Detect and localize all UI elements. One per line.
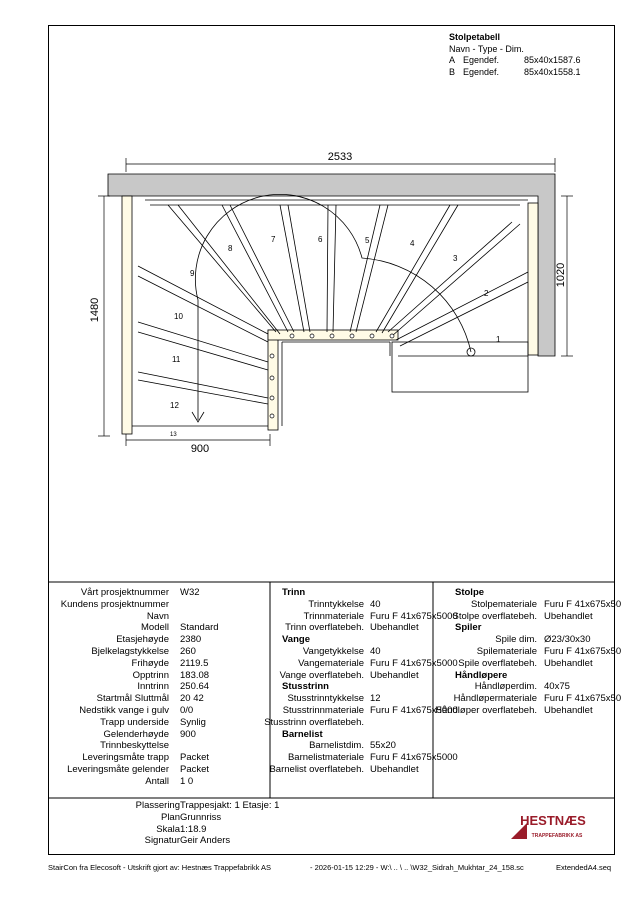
step-number: 5	[365, 236, 370, 245]
walkline	[195, 194, 471, 420]
trinn-vange-info	[264, 587, 458, 776]
field-label: Håndløpermateriale	[453, 693, 537, 705]
field-value: Ubehandlet	[544, 704, 593, 716]
field-value: 1:18.9	[180, 823, 207, 835]
footer-right: ExtendedA4.seq	[556, 863, 612, 872]
step-number: 13	[170, 432, 177, 438]
step-number: 7	[271, 235, 276, 244]
field-value: Furu F 41x675x50	[544, 693, 622, 705]
spindles	[270, 334, 394, 418]
project-row	[48, 740, 270, 752]
field-value: 55x20	[370, 740, 396, 752]
field-label: Stusstrinntykkelse	[287, 693, 364, 705]
dim-left: 1480	[89, 297, 101, 323]
field-value: Furu F 41x675x50	[544, 645, 622, 657]
field-value: 183.08	[180, 669, 210, 681]
field-label: Håndløperdim.	[474, 681, 537, 693]
field-label: Etasjehøyde	[116, 634, 169, 646]
footer-middle: - 2026-01-15 12:29 - W:\ .. \ .. \W32_Sidrah_Mukhtar_24_158.sc	[310, 863, 524, 872]
field-label: Bjelkelagstykkelse	[91, 645, 169, 657]
field-label: Signatur	[144, 835, 180, 847]
dim-top: 2533	[327, 151, 353, 163]
step-number: 2	[484, 289, 489, 298]
title-block	[48, 800, 348, 847]
field-label: Startmål Sluttmål	[96, 693, 169, 705]
field-label: Inntrinn	[137, 681, 169, 693]
field-label: Navn	[146, 610, 169, 622]
logo-name: HESTNÆS	[520, 813, 586, 828]
step-number: 8	[228, 244, 233, 253]
project-row	[48, 622, 270, 634]
field-label: Barnelist overflatebeh.	[269, 763, 364, 775]
field-value: Synlig	[180, 716, 206, 728]
step-number: 1	[496, 335, 501, 344]
stolpetabell-header: Navn - Type - Dim.	[449, 43, 524, 54]
field-label: Gelenderhøyde	[103, 728, 169, 740]
row-dim: 85x40x1558.1	[524, 66, 581, 77]
section-header: Håndløpere	[455, 669, 508, 681]
step-number: 4	[410, 239, 415, 248]
project-row	[48, 705, 270, 717]
project-row	[48, 658, 270, 670]
field-label: Vange overflatebeh.	[279, 669, 364, 681]
project-info	[48, 587, 270, 788]
field-label: Trinntykkelse	[308, 598, 364, 610]
field-value: Grunnriss	[180, 811, 222, 823]
field-label: Trinn overflatebeh.	[285, 622, 364, 634]
field-value: 2119.5	[180, 657, 209, 669]
project-row	[48, 611, 270, 623]
field-value: Ubehandlet	[370, 622, 419, 634]
field-label: Stusstrinnmateriale	[282, 704, 364, 716]
field-value: Furu F 41x675x5000	[370, 704, 458, 716]
field-label: Trapp underside	[100, 716, 169, 728]
step-number: 10	[174, 312, 183, 321]
field-label: Håndløper overflatebeh.	[435, 704, 537, 716]
section-header: Vange	[282, 634, 310, 646]
project-row	[48, 752, 270, 764]
row-key: A	[449, 55, 456, 65]
field-value: 40	[370, 598, 381, 610]
field-value: Ubehandlet	[544, 657, 593, 669]
field-label: Barnelistdim.	[309, 740, 364, 752]
stolpetabell-row	[449, 67, 581, 79]
field-value: Ubehandlet	[544, 610, 593, 622]
field-value: Furu F 41x675x5000	[370, 657, 458, 669]
field-label: Trinnmateriale	[303, 610, 364, 622]
field-value: W32	[180, 587, 200, 598]
section-header: Trinn	[282, 587, 306, 598]
field-label: Stolpemateriale	[470, 598, 537, 610]
field-label: Barnelistmateriale	[287, 752, 364, 764]
field-label: Spile dim.	[495, 634, 537, 646]
field-value: Packet	[180, 763, 210, 775]
field-label: Nedstikk vange i gulv	[79, 704, 169, 716]
section-header: Stolpe	[455, 587, 485, 598]
field-value: Ø23/30x30	[544, 634, 591, 646]
field-label: Plassering	[135, 800, 180, 811]
field-label: Stusstrinn overflatebeh.	[264, 716, 364, 728]
field-value: 12	[370, 693, 381, 705]
project-row	[48, 717, 270, 729]
treads	[138, 205, 528, 404]
stair-outline	[122, 196, 538, 434]
project-row	[48, 681, 270, 693]
wall	[108, 174, 555, 356]
field-label: Stolpe overflatebeh.	[452, 610, 537, 622]
field-label: Plan	[160, 811, 180, 823]
field-value: Furu F 41x675x5000	[370, 752, 458, 764]
field-value: Ubehandlet	[370, 669, 419, 681]
field-value: 40	[370, 645, 381, 657]
project-row	[48, 693, 270, 705]
stolpetabell	[449, 32, 581, 78]
field-value: 250.64	[180, 681, 210, 693]
field-value: 2380	[180, 634, 202, 646]
field-value: 900	[180, 728, 196, 740]
step-number: 11	[172, 355, 181, 364]
field-label: Kundens prosjektnummer	[60, 598, 169, 610]
field-value: 1 0	[180, 775, 194, 787]
field-label: Skala	[156, 823, 180, 835]
company-logo	[505, 803, 593, 847]
field-label: Opptrinn	[132, 669, 169, 681]
step-number: 12	[170, 401, 179, 410]
field-label: Leveringsmåte gelender	[67, 763, 169, 775]
field-value: Furu F 41x675x5000	[370, 610, 458, 622]
logo-sub: TRAPPEFABRIKK AS	[531, 833, 583, 839]
step-number: 3	[453, 254, 458, 263]
row-dim: 85x40x1587.6	[524, 55, 581, 65]
project-row	[48, 634, 270, 646]
field-label: Spilemateriale	[476, 645, 537, 657]
field-label: Leveringsmåte trapp	[82, 752, 169, 764]
section-header: Spiler	[455, 622, 482, 634]
section-header: Barnelist	[282, 728, 323, 740]
step-number: 9	[190, 269, 195, 278]
project-row	[48, 729, 270, 741]
project-row	[48, 670, 270, 682]
project-row	[48, 587, 270, 599]
section-header: Stusstrinn	[282, 681, 329, 693]
field-value: Standard	[180, 622, 219, 634]
stolpetabell-row	[449, 55, 581, 67]
step-number: 6	[318, 235, 323, 244]
field-value: 20 42	[180, 693, 204, 705]
field-label: Trinnbeskyttelse	[100, 740, 169, 752]
row-type: Egendef.	[463, 66, 500, 77]
field-label: Antall	[145, 775, 169, 787]
field-label: Modell	[141, 622, 169, 634]
field-value: Packet	[180, 752, 210, 764]
field-value: Furu F 41x675x50	[544, 598, 622, 610]
field-label: Vårt prosjektnummer	[80, 587, 169, 598]
field-label: Vangemateriale	[298, 657, 364, 669]
project-row	[48, 646, 270, 658]
field-value: Trappesjakt: 1 Etasje: 1	[180, 800, 280, 811]
field-label: Frihøyde	[131, 657, 169, 669]
row-type: Egendef.	[463, 55, 500, 65]
dim-bottom: 900	[190, 443, 210, 455]
field-value: 0/0	[180, 704, 194, 716]
field-value: Ubehandlet	[370, 763, 419, 775]
field-value: 260	[180, 645, 196, 657]
stolpe-spiler-info	[435, 587, 622, 717]
stolpetabell-title: Stolpetabell	[449, 32, 501, 42]
field-label: Vangetykkelse	[302, 645, 364, 657]
field-value: Geir Anders	[180, 835, 231, 847]
footer-left: StairCon fra Elecosoft - Utskrift gjort av: Hestnæs Trappefabrikk AS	[48, 863, 272, 872]
field-value: 40x75	[544, 681, 570, 693]
project-row	[48, 764, 270, 776]
project-row	[48, 599, 270, 611]
field-label: Spile overflatebeh.	[458, 657, 537, 669]
dim-right: 1020	[555, 262, 567, 288]
project-row	[48, 776, 270, 788]
row-key: B	[449, 66, 456, 77]
